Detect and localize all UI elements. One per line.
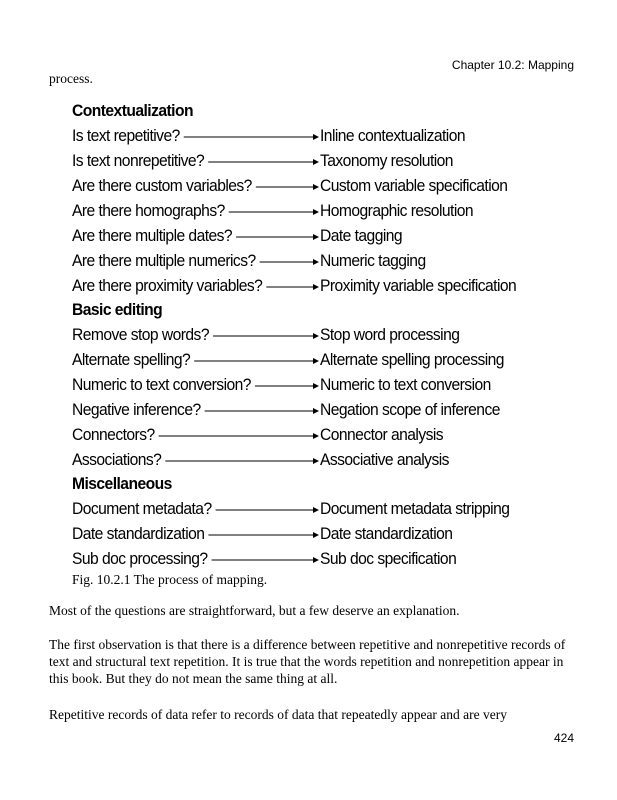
question: Are there multiple dates? <box>72 226 233 245</box>
question: Remove stop words? <box>72 325 209 344</box>
question: Are there homographs? <box>72 201 225 220</box>
question: Associations? <box>72 450 162 469</box>
question: Is text nonrepetitive? <box>72 151 205 170</box>
question: Date standardization <box>72 524 205 543</box>
question: Sub doc processing? <box>72 549 208 568</box>
question: Are there custom variables? <box>72 176 252 195</box>
paragraph: Most of the questions are straightforward, but a few deserve an explanation. <box>49 603 460 618</box>
question: Negative inference? <box>72 400 201 419</box>
question: Alternate spelling? <box>72 350 191 369</box>
answer: Negation scope of inference <box>320 400 500 419</box>
question: Connectors? <box>72 425 155 444</box>
answer: Taxonomy resolution <box>320 151 453 170</box>
question: Document metadata? <box>72 499 212 518</box>
answer: Stop word processing <box>320 325 460 344</box>
lead-text: process. <box>49 71 93 86</box>
figure-caption: Fig. 10.2.1 The process of mapping. <box>72 572 268 587</box>
answer: Sub doc specification <box>320 549 457 568</box>
question: Is text repetitive? <box>72 126 180 145</box>
section-title-basic-editing: Basic editing <box>72 300 163 319</box>
answer: Date tagging <box>320 226 403 245</box>
section-title-contextualization: Contextualization <box>72 101 193 120</box>
answer: Connector analysis <box>320 425 444 444</box>
answer: Numeric tagging <box>320 251 426 270</box>
answer: Alternate spelling processing <box>320 350 504 369</box>
answer: Numeric to text conversion <box>320 375 491 394</box>
answer: Proximity variable specification <box>320 276 517 295</box>
question: Are there proximity variables? <box>72 276 263 295</box>
page-number: 424 <box>553 731 574 745</box>
question: Numeric to text conversion? <box>72 375 251 394</box>
paragraph: Repetitive records of data refer to records of data that repeatedly appear and are very <box>49 707 508 722</box>
answer: Associative analysis <box>320 450 449 469</box>
paragraph: The first observation is that there is a difference between repetitive and nonrepetitive records of text and structural text repetition. It is true that the words repetition and nonrepetition appear in this book. But they do not mean the same thing at all. <box>49 637 566 686</box>
answer: Homographic resolution <box>320 201 474 220</box>
mapping-figure <box>0 98 617 578</box>
answer: Document metadata stripping <box>320 499 510 518</box>
section-title-miscellaneous: Miscellaneous <box>72 474 172 493</box>
answer: Date standardization <box>320 524 453 543</box>
question: Are there multiple numerics? <box>72 251 256 270</box>
answer: Custom variable specification <box>320 176 508 195</box>
running-header: Chapter 10.2: Mapping <box>451 58 574 72</box>
answer: Inline contextualization <box>320 126 466 145</box>
